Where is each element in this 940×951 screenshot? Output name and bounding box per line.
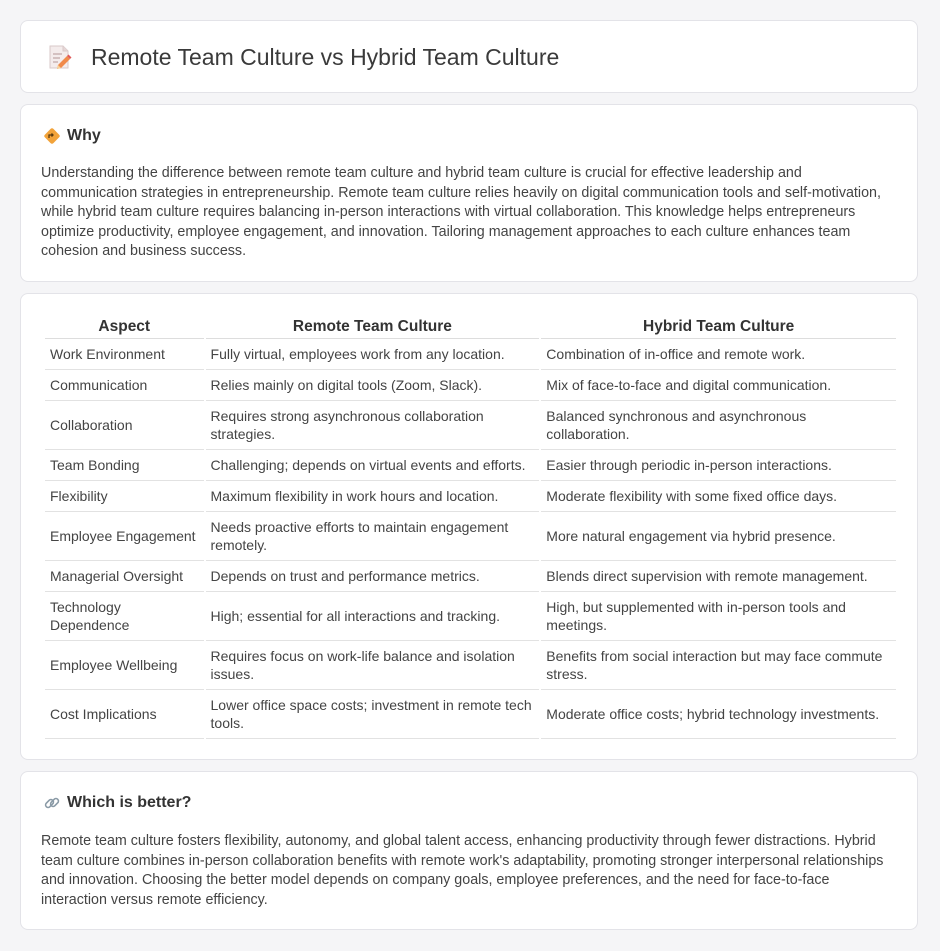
hybrid-cell: Moderate flexibility with some fixed office days. [541, 481, 896, 512]
aspect-cell: Communication [45, 370, 204, 401]
table-row [45, 512, 896, 561]
hybrid-cell: Mix of face-to-face and digital communication. [541, 370, 896, 401]
hybrid-cell: Blends direct supervision with remote management. [541, 561, 896, 592]
remote-cell: Requires strong asynchronous collaboration strategies. [206, 401, 540, 450]
remote-cell: Requires focus on work-life balance and isolation issues. [206, 641, 540, 690]
table-row [45, 641, 896, 690]
why-text: Understanding the difference between remote team culture and hybrid team culture is crucial for effective leadership and communication strategies in entrepreneurship. Remote team culture relies heavily on digital communication tools and self-motivation, while hybrid team culture requires balancing in-person interactions with virtual collaboration. This knowledge helps entrepreneurs optimize productivity, employee engagement, and innovation. Tailoring management approaches to each culture enhances team cohesion and business success. [41, 165, 881, 260]
hybrid-cell: Easier through periodic in-person interactions. [541, 450, 896, 481]
comparison-table [43, 315, 898, 739]
header-aspect: Aspect [45, 315, 204, 339]
title-row [45, 43, 559, 71]
aspect-cell: Flexibility [45, 481, 204, 512]
remote-cell: Maximum flexibility in work hours and location. [206, 481, 540, 512]
table-row [45, 450, 896, 481]
why-heading: Why [67, 127, 101, 144]
aspect-cell: Cost Implications [45, 690, 204, 739]
remote-cell: Lower office space costs; investment in remote tech tools. [206, 690, 540, 739]
link-icon [43, 794, 61, 812]
aspect-cell: Employee Engagement [45, 512, 204, 561]
aspect-cell: Managerial Oversight [45, 561, 204, 592]
remote-cell: Fully virtual, employees work from any location. [206, 339, 540, 370]
remote-cell: Relies mainly on digital tools (Zoom, Slack). [206, 370, 540, 401]
hybrid-cell: Moderate office costs; hybrid technology investments. [541, 690, 896, 739]
aspect-cell: Team Bonding [45, 450, 204, 481]
remote-cell: High; essential for all interactions and tracking. [206, 592, 540, 641]
header-remote: Remote Team Culture [206, 315, 540, 339]
hybrid-cell: High, but supplemented with in-person tools and meetings. [541, 592, 896, 641]
table-row [45, 401, 896, 450]
comparison-section [20, 293, 918, 760]
which-better-section [20, 771, 918, 930]
better-heading-row [43, 794, 191, 812]
table-row [45, 481, 896, 512]
table-row [45, 561, 896, 592]
aspect-cell: Collaboration [45, 401, 204, 450]
title-card [20, 20, 918, 93]
table-row [45, 370, 896, 401]
remote-cell: Challenging; depends on virtual events and efforts. [206, 450, 540, 481]
hybrid-cell: More natural engagement via hybrid presence. [541, 512, 896, 561]
better-heading: Which is better? [67, 794, 192, 811]
table-row [45, 690, 896, 739]
remote-cell: Depends on trust and performance metrics. [206, 561, 540, 592]
hybrid-cell: Balanced synchronous and asynchronous collaboration. [541, 401, 896, 450]
remote-cell: Needs proactive efforts to maintain engagement remotely. [206, 512, 540, 561]
aspect-cell: Technology Dependence [45, 592, 204, 641]
table-row [45, 339, 896, 370]
hybrid-cell: Benefits from social interaction but may face commute stress. [541, 641, 896, 690]
aspect-cell: Work Environment [45, 339, 204, 370]
header-hybrid: Hybrid Team Culture [541, 315, 896, 339]
diamond-direction-icon [43, 127, 61, 145]
why-heading-row [43, 127, 101, 145]
table-row [45, 592, 896, 641]
aspect-cell: Employee Wellbeing [45, 641, 204, 690]
page-title: Remote Team Culture vs Hybrid Team Culture [91, 43, 560, 70]
table-header-row [45, 315, 896, 339]
hybrid-cell: Combination of in-office and remote work. [541, 339, 896, 370]
better-text: Remote team culture fosters flexibility, autonomy, and global talent access, enhancing productivity through fewer distractions. Hybrid team culture combines in-person collaboration benefits with remote work's adaptability, promoting stronger interpersonal relationships and innovation. Choosing the better model depends on company goals, employee preferences, and the need for face-to-face interaction versus remote efficiency. [41, 833, 884, 908]
why-section [20, 104, 918, 282]
memo-icon [45, 43, 73, 71]
